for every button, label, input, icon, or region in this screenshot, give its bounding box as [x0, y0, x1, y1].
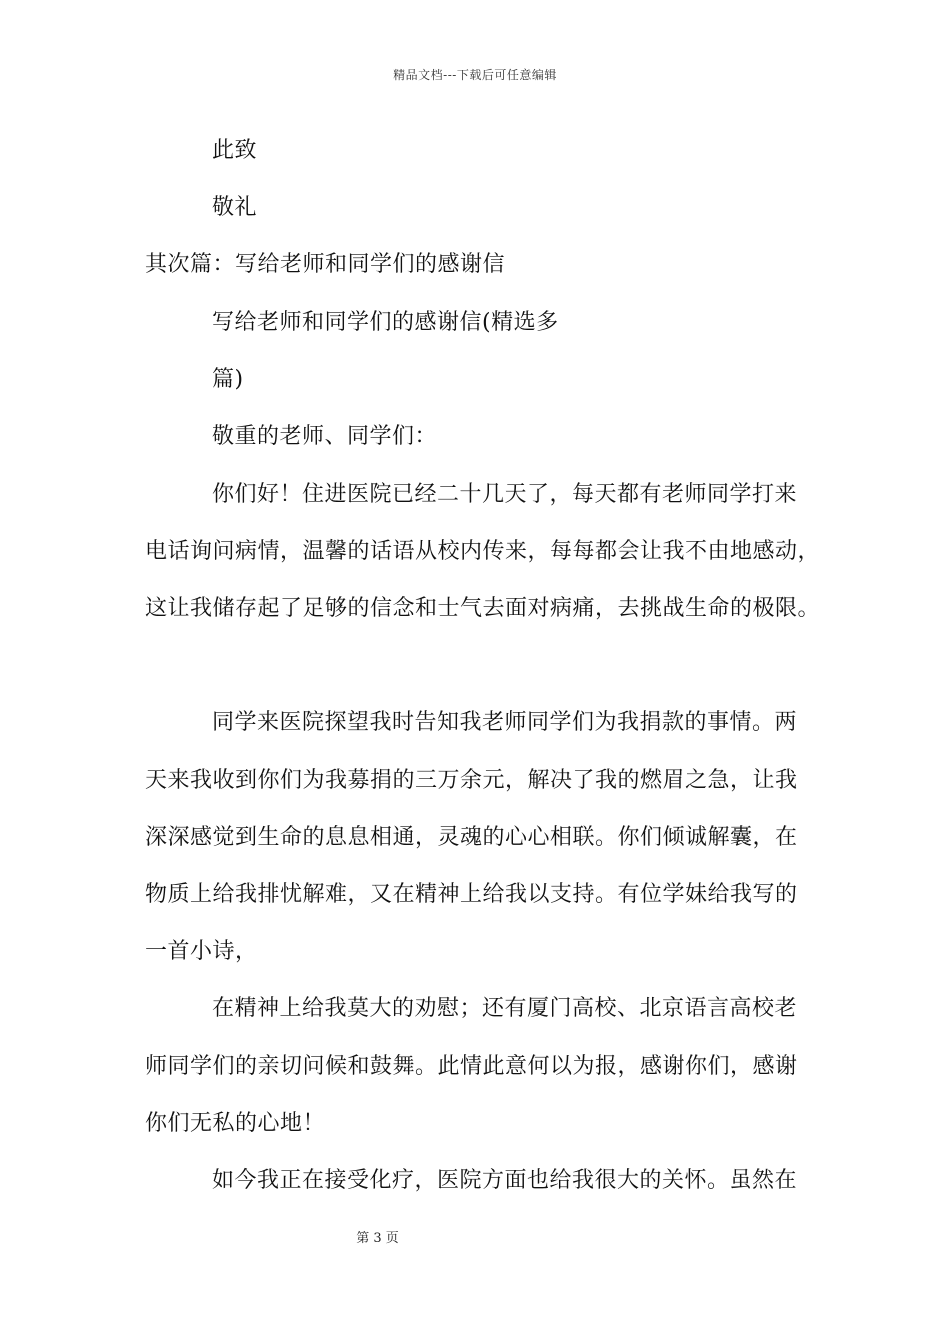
page-number: 第 3 页 — [356, 1231, 399, 1246]
paragraph-line: 在精神上给我莫大的劝慰；还有厦门高校、北京语言高校老 — [212, 996, 798, 1021]
paragraph-line: 天来我收到你们为我募捐的三万余元，解决了我的燃眉之急，让我 — [145, 768, 798, 793]
paragraph-line: 你们好！住进医院已经二十几天了，每天都有老师同学打来 — [212, 482, 798, 507]
paragraph-line: 这让我储存起了足够的信念和士气去面对病痛，去挑战生命的极限。 — [145, 596, 821, 621]
closing-line-2: 敬礼 — [212, 195, 258, 220]
page-header: 精品文档---下载后可任意编辑 — [393, 68, 557, 82]
paragraph-line: 深深感觉到生命的息息相通，灵魂的心心相联。你们倾诚解囊，在 — [145, 825, 798, 850]
paragraph-line: 电话询问病情，温馨的话语从校内传来，每每都会让我不由地感动， — [145, 539, 821, 564]
section-title: 其次篇：写给老师和同学们的感谢信 — [145, 252, 506, 277]
closing-line-1: 此致 — [212, 138, 258, 163]
letter-title-line-1: 写给老师和同学们的感谢信(精选多 — [212, 310, 559, 335]
paragraph-line: 一首小诗， — [145, 939, 258, 964]
salutation: 敬重的老师、同学们： — [212, 424, 438, 449]
paragraph-line: 如今我正在接受化疗，医院方面也给我很大的关怀。虽然在 — [212, 1168, 798, 1193]
paragraph-line: 师同学们的亲切问候和鼓舞。此情此意何以为报，感谢你们，感谢 — [145, 1054, 798, 1079]
paragraph-line: 你们无私的心地！ — [145, 1111, 326, 1136]
letter-title-line-2: 篇) — [212, 367, 244, 392]
paragraph-line: 物质上给我排忧解难，又在精神上给我以支持。有位学妹给我写的 — [145, 882, 798, 907]
paragraph-line: 同学来医院探望我时告知我老师同学们为我捐款的事情。两 — [212, 710, 798, 735]
